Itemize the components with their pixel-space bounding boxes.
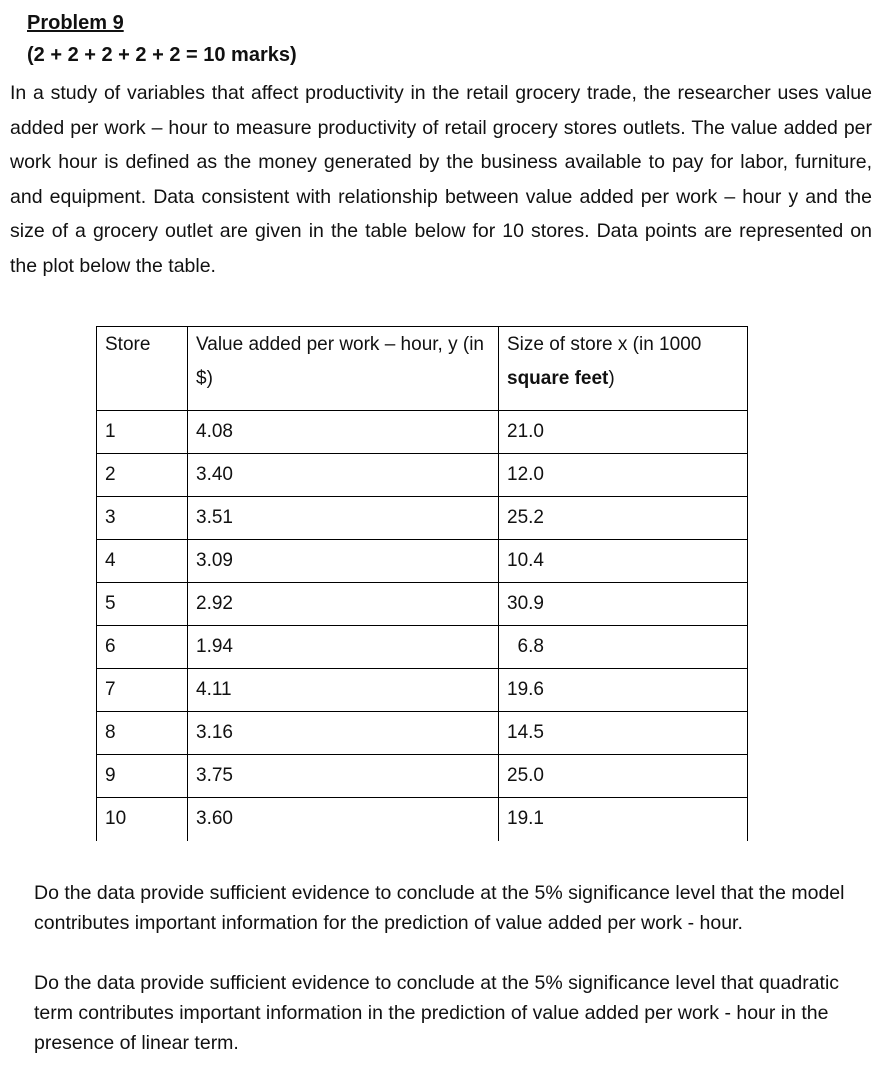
problem-title: Problem 9 <box>27 12 124 34</box>
header-size-bold: square feet <box>507 368 609 389</box>
header-value-added: Value added per work – hour, y (in $) <box>188 327 499 411</box>
cell-store: 6 <box>97 626 188 669</box>
cell-size: 19.6 <box>499 669 748 712</box>
table-row <box>97 755 748 798</box>
cell-size: 14.5 <box>499 712 748 755</box>
cell-store: 5 <box>97 583 188 626</box>
cell-size: 25.2 <box>499 497 748 540</box>
header-store: Store <box>97 327 188 411</box>
table-header-row <box>97 327 748 411</box>
table-row <box>97 540 748 583</box>
cell-value: 3.75 <box>188 755 499 798</box>
marks-breakdown: (2 + 2 + 2 + 2 + 2 = 10 marks) <box>27 44 297 66</box>
cell-value: 4.08 <box>188 411 499 454</box>
header-size-close: ) <box>608 368 615 389</box>
cell-value: 3.40 <box>188 454 499 497</box>
cell-store: 1 <box>97 411 188 454</box>
question-model: Do the data provide sufficient evidence to conclude at the 5% significance level that the model contributes important information for the prediction of value added per work - hour. <box>34 882 845 934</box>
data-table <box>96 326 748 841</box>
cell-store: 3 <box>97 497 188 540</box>
header-size-text: Size of store x (in 1000 <box>507 334 702 355</box>
question-quadratic: Do the data provide sufficient evidence to conclude at the 5% significance level that quadratic term contributes important information in the prediction of value added per work - hour in the presence of linear term. <box>34 972 840 1054</box>
table-row <box>97 411 748 454</box>
cell-value: 3.51 <box>188 497 499 540</box>
cell-size: 25.0 <box>499 755 748 798</box>
cell-value: 4.11 <box>188 669 499 712</box>
cell-size: 10.4 <box>499 540 748 583</box>
cell-value: 2.92 <box>188 583 499 626</box>
cell-size: 21.0 <box>499 411 748 454</box>
problem-intro: In a study of variables that affect productivity in the retail grocery trade, the researcher uses value added per work – hour to measure productivity of retail grocery stores outlets. The value added per work hour is defined as the money generated by the business available to pay for labor, furniture, and equipment. Data consistent with relationship between value added per work – hour y and the size of a grocery outlet are given in the table below for 10 stores. Data points are represented on the plot below the table. <box>10 82 872 277</box>
cell-value: 3.16 <box>188 712 499 755</box>
cell-store: 9 <box>97 755 188 798</box>
table-row <box>97 798 748 841</box>
table-row <box>97 712 748 755</box>
table-row <box>97 583 748 626</box>
cell-size: 6.8 <box>499 626 748 669</box>
cell-value: 3.60 <box>188 798 499 841</box>
cell-store: 7 <box>97 669 188 712</box>
cell-store: 4 <box>97 540 188 583</box>
cell-store: 10 <box>97 798 188 841</box>
cell-value: 3.09 <box>188 540 499 583</box>
cell-size: 19.1 <box>499 798 748 841</box>
table-row <box>97 626 748 669</box>
cell-store: 2 <box>97 454 188 497</box>
table-row <box>97 497 748 540</box>
table-row <box>97 669 748 712</box>
header-store-size <box>499 327 748 411</box>
cell-value: 1.94 <box>188 626 499 669</box>
cell-store: 8 <box>97 712 188 755</box>
cell-size: 12.0 <box>499 454 748 497</box>
cell-size: 30.9 <box>499 583 748 626</box>
table-row <box>97 454 748 497</box>
